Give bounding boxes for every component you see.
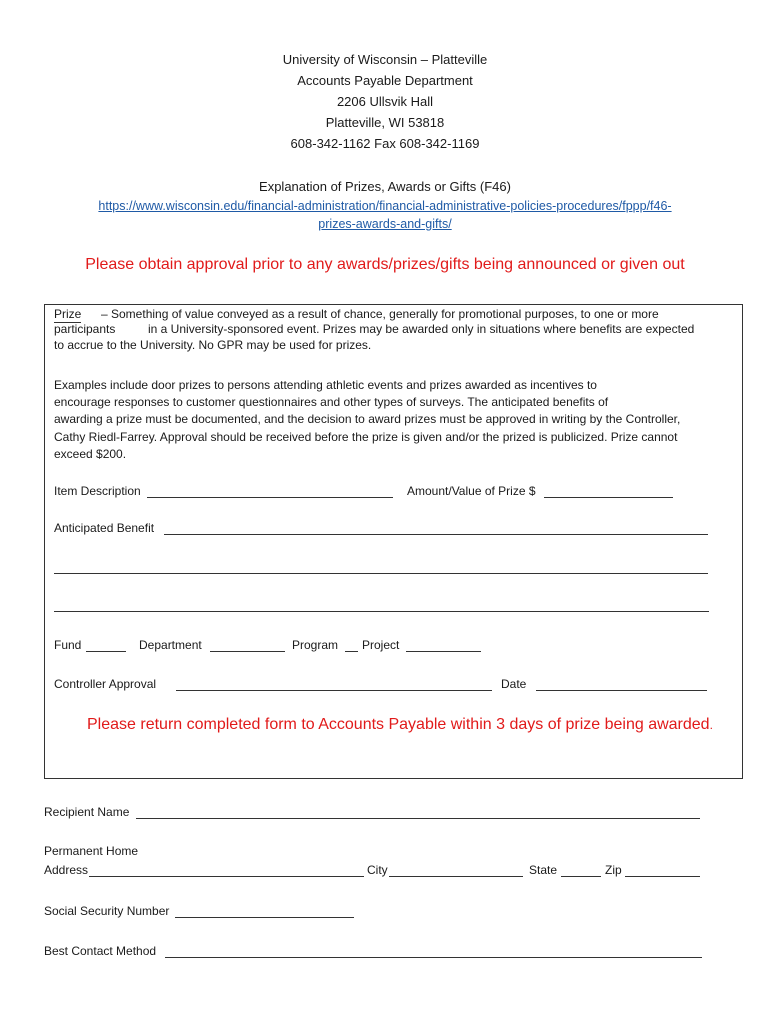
address-label: Address: [44, 863, 89, 877]
date-field[interactable]: [536, 690, 707, 691]
item-description-field[interactable]: [147, 497, 393, 498]
form-title: Explanation of Prizes, Awards or Gifts (F46): [259, 179, 511, 194]
zip-field[interactable]: [625, 876, 700, 877]
fund-field[interactable]: [86, 651, 126, 652]
return-notice: [87, 716, 713, 734]
fund-label: Fund: [54, 638, 82, 652]
project-label: Project: [362, 638, 400, 652]
header-city: Platteville, WI 53818: [325, 115, 445, 130]
project-field[interactable]: [406, 651, 481, 652]
header-university: University of Wisconsin – Platteville: [282, 52, 488, 67]
address-field[interactable]: [89, 876, 364, 877]
date-label: Date: [501, 677, 527, 691]
anticipated-benefit-label: Anticipated Benefit: [54, 521, 155, 535]
examples-line2: encourage responses to customer questionnaires and other types of surveys. The anticipated benefits of: [54, 395, 609, 409]
state-field[interactable]: [561, 876, 601, 877]
prize-definition-line3: to accrue to the University. No GPR may be used for prizes.: [54, 338, 372, 352]
approval-notice: Please obtain approval prior to any awards/prizes/gifts being announced or given out: [85, 256, 685, 273]
examples-line5: exceed $200.: [54, 447, 127, 461]
header-address: 2206 Ullsvik Hall: [336, 94, 434, 109]
policy-link-line1[interactable]: https://www.wisconsin.edu/financial-administration/financial-administrative-policies-procedures/fppp/f46-: [98, 199, 672, 213]
prize-form-box: [44, 304, 743, 779]
ssn-label: Social Security Number: [44, 904, 170, 918]
recipient-name-label: Recipient Name: [44, 805, 130, 819]
prize-definition-line1: – Something of value conveyed as a result of chance, generally for promotional purposes, to one or more: [101, 307, 659, 321]
zip-label: Zip: [605, 863, 622, 877]
anticipated-benefit-line3[interactable]: [54, 611, 709, 612]
amount-value-label: Amount/Value of Prize $: [407, 484, 536, 498]
header-phone: 608-342-1162 Fax 608-342-1169: [290, 136, 480, 151]
amount-value-field[interactable]: [544, 497, 673, 498]
program-label: Program: [292, 638, 339, 652]
best-contact-label: Best Contact Method: [44, 944, 157, 958]
department-field[interactable]: [210, 651, 285, 652]
best-contact-field[interactable]: [165, 957, 702, 958]
state-label: State: [529, 863, 558, 877]
prize-definition-line2a: participants: [54, 322, 116, 336]
city-field[interactable]: [389, 876, 523, 877]
item-description-label: Item Description: [54, 484, 141, 498]
prize-definition-line2b: in a University-sponsored event. Prizes may be awarded only in situations where benefits are expected: [148, 322, 695, 336]
permanent-home-label: Permanent Home: [44, 844, 139, 858]
program-field[interactable]: [345, 651, 358, 652]
ssn-field[interactable]: [175, 917, 354, 918]
department-label: Department: [139, 638, 202, 652]
policy-link-line2[interactable]: prizes-awards-and-gifts/: [318, 217, 452, 231]
controller-approval-field[interactable]: [176, 690, 492, 691]
prize-term: Prize: [54, 307, 82, 321]
examples-line1: Examples include door prizes to persons attending athletic events and prizes awarded as incentives to: [54, 378, 597, 392]
return-notice-text: Please return completed form to Accounts Payable within 3 days of prize being awarded: [87, 716, 710, 733]
return-notice-period: .: [709, 718, 713, 732]
controller-approval-label: Controller Approval: [54, 677, 157, 691]
anticipated-benefit-line2[interactable]: [54, 573, 708, 574]
examples-line3: awarding a prize must be documented, and the decision to award prizes must be approved in writing by the Controller,: [54, 412, 681, 426]
recipient-name-field[interactable]: [136, 818, 700, 819]
examples-line4: Cathy Riedl-Farrey. Approval should be received before the prize is given and/or the prized is publicized. Prize cannot: [54, 430, 678, 444]
city-label: City: [367, 863, 388, 877]
anticipated-benefit-field[interactable]: [164, 534, 708, 535]
header-department: Accounts Payable Department: [297, 73, 473, 88]
